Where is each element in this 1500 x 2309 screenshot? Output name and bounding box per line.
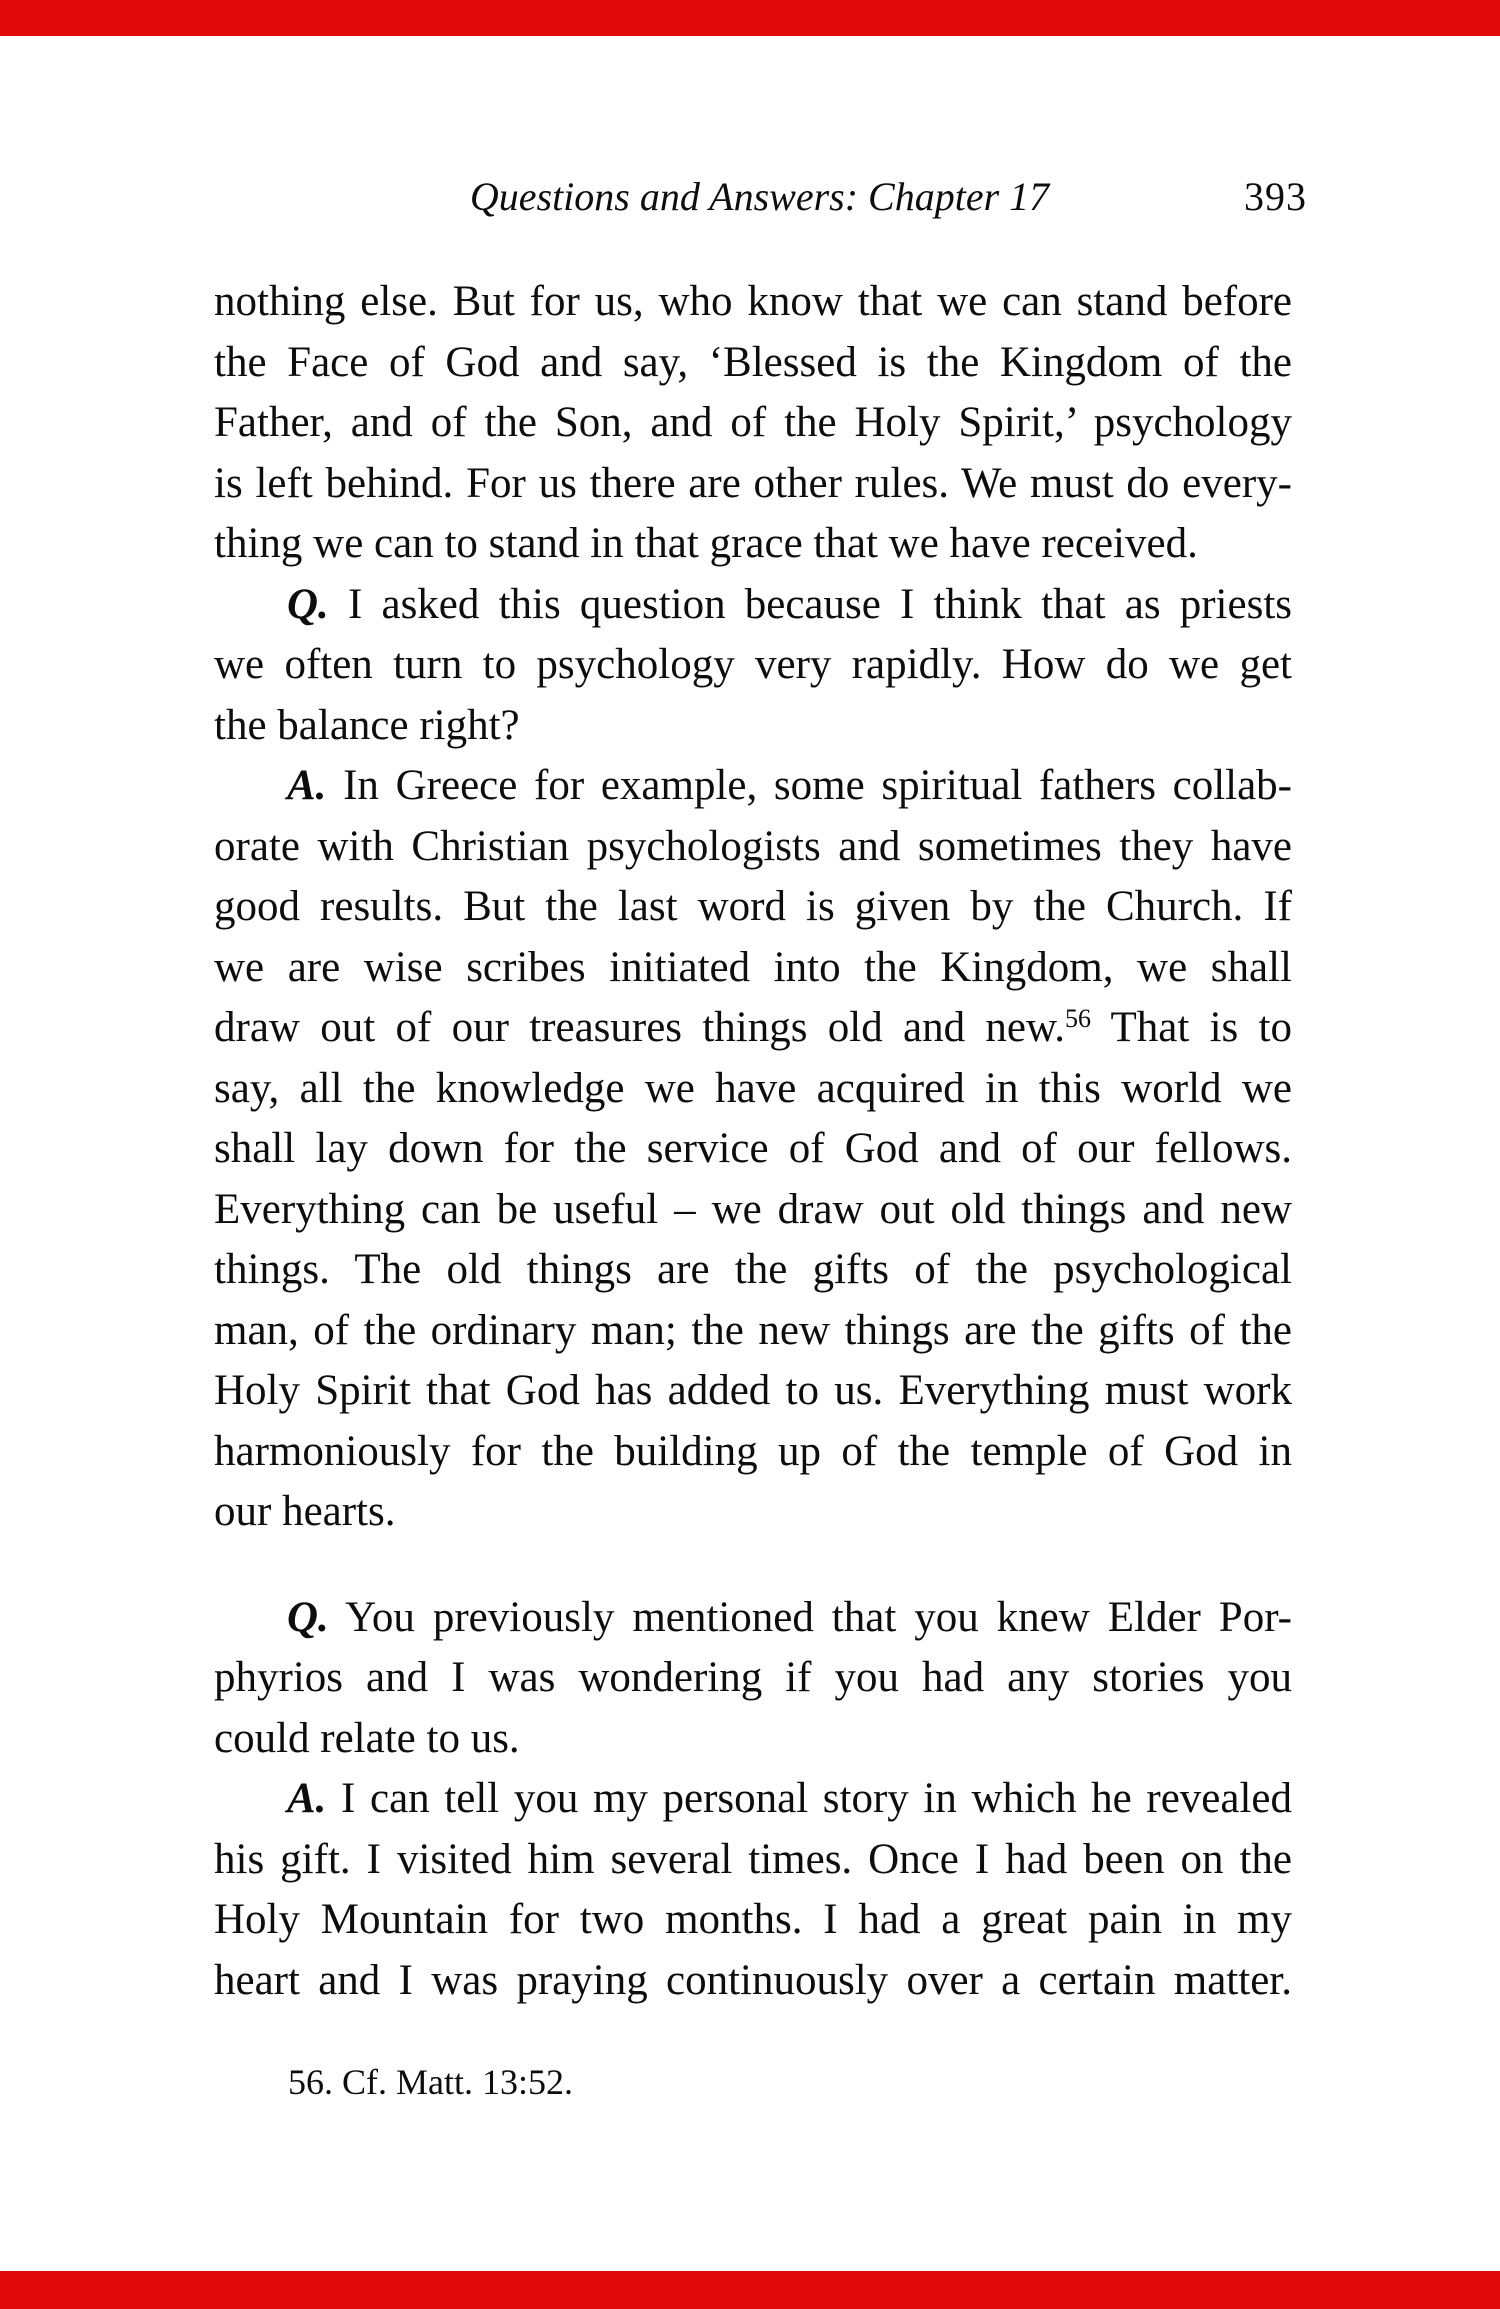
text-line-content: man, of the ordinary man; the new things are the gifts of the	[214, 1306, 1292, 1354]
top-red-edge	[0, 0, 1500, 36]
text-line-content: things. The old things are the gifts of the psychological	[214, 1246, 1292, 1293]
text-line-content: heart and I was praying continuously over a certain matter.	[214, 1956, 1292, 2004]
text-line	[214, 514, 1292, 575]
text-line	[214, 1059, 1292, 1120]
text-line	[214, 272, 1292, 333]
text-line	[214, 1769, 1292, 1830]
text-line	[214, 1588, 1292, 1649]
text-line-content: orate with Christian psychologists and sometimes they have	[214, 822, 1292, 870]
text-line-content: I can tell you my personal story in which he revealed	[326, 1775, 1292, 1822]
text-line	[214, 393, 1292, 454]
bottom-red-edge	[0, 2271, 1500, 2309]
text-line-content: Father, and of the Son, and of the Holy Spirit,’ psychology	[214, 399, 1292, 446]
text-line-content: our hearts.	[214, 1488, 396, 1535]
text-line	[214, 877, 1292, 938]
footnote	[288, 2060, 573, 2104]
question-marker: Q.	[287, 580, 329, 628]
text-line	[214, 1180, 1292, 1241]
paragraph-answer	[214, 1769, 1292, 2011]
text-line	[214, 1951, 1292, 2012]
text-line-content: we are wise scribes initiated into the Kingdom, we shall	[214, 943, 1292, 991]
answer-marker: A.	[287, 762, 327, 809]
chapter-title: Questions and Answers: Chapter 17	[469, 174, 1050, 219]
text-line	[214, 1709, 1292, 1770]
text-line-content: shall lay down for the service of God and of our fellows.	[214, 1125, 1292, 1172]
paragraph	[214, 272, 1292, 575]
paragraph-question	[214, 575, 1292, 757]
text-line-content: the Face of God and say, ‘Blessed is the Kingdom of the	[214, 338, 1292, 386]
text-line-content: say, all the knowledge we have acquired in this world we	[214, 1064, 1292, 1112]
text-line-content: we often turn to psychology very rapidly. How do we get	[214, 641, 1292, 688]
text-line	[214, 1482, 1292, 1543]
footnote-text: 56. Cf. Matt. 13:52.	[288, 2062, 573, 2102]
paragraph-question	[214, 1588, 1292, 1770]
body-text	[214, 272, 1292, 2011]
running-header	[212, 173, 1307, 220]
text-line	[214, 938, 1292, 999]
text-line-content: You previously mentioned that you knew Elder Por-	[328, 1593, 1292, 1641]
text-line	[214, 1361, 1292, 1422]
text-line-content: In Greece for example, some spiritual fathers collab-	[326, 762, 1292, 809]
text-line-content: nothing else. But for us, who know that we can stand before	[214, 278, 1292, 325]
text-line	[214, 454, 1292, 515]
text-line	[214, 756, 1292, 817]
footnote-reference: 56	[1064, 1003, 1091, 1033]
text-line-content: I asked this question because I think that as priests	[328, 580, 1292, 628]
text-line-content: harmoniously for the building up of the temple of God in	[214, 1427, 1292, 1475]
text-line-content: Holy Spirit that God has added to us. Everything must work	[214, 1367, 1292, 1414]
text-line-content: thing we can to stand in that grace that we have received.	[214, 520, 1198, 567]
text-line-content: That is to	[1090, 1004, 1292, 1051]
text-line	[214, 333, 1292, 394]
text-line	[214, 696, 1292, 757]
answer-marker: A.	[287, 1775, 327, 1822]
text-line-content: his gift. I visited him several times. Once I had been on the	[214, 1835, 1292, 1883]
text-line	[214, 575, 1292, 636]
text-line-content: Everything can be useful – we draw out old things and new	[214, 1185, 1292, 1233]
text-line	[214, 1119, 1292, 1180]
text-line-content: good results. But the last word is given by the Church. If	[214, 883, 1292, 930]
text-line	[214, 635, 1292, 696]
text-line-content: is left behind. For us there are other rules. We must do every-	[214, 459, 1292, 507]
text-line	[214, 1648, 1292, 1709]
text-line	[214, 1301, 1292, 1362]
text-line-content: phyrios and I was wondering if you had any stories you	[214, 1654, 1292, 1701]
paragraph-answer	[214, 756, 1292, 1543]
text-line	[214, 1240, 1292, 1301]
text-line	[214, 1890, 1292, 1951]
page-number: 393	[1244, 174, 1307, 219]
text-line-content: draw out of our treasures things old and new.	[214, 1004, 1065, 1051]
text-line-content: the balance right?	[214, 701, 520, 749]
text-line-content: Holy Mountain for two months. I had a great pain in my	[214, 1896, 1292, 1943]
text-line-content: could relate to us.	[214, 1714, 520, 1762]
text-line	[214, 1830, 1292, 1891]
question-marker: Q.	[287, 1593, 329, 1641]
text-line	[214, 1422, 1292, 1483]
text-line	[214, 998, 1292, 1059]
text-line	[214, 817, 1292, 878]
